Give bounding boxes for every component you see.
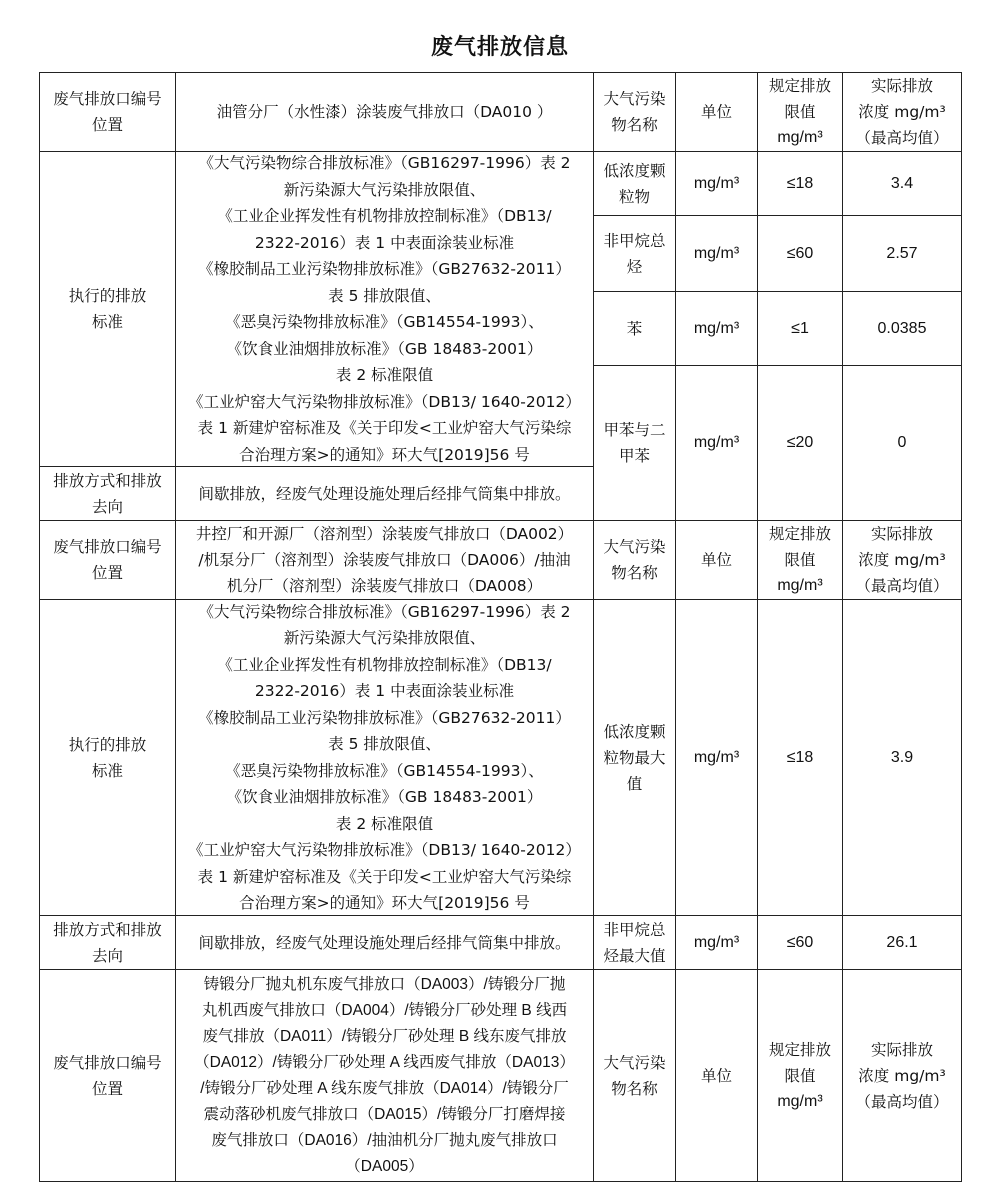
s1-row3-actual-text: 0.0385	[877, 319, 927, 337]
s2-row1-unit-text: mg/m³	[693, 748, 740, 766]
s2-row2-actual	[842, 915, 962, 970]
s2-standard-line-11: 表 1 新建炉窑标准及《关于印发<工业炉窑大气污染综	[197, 867, 572, 886]
s1-outlet-label-text: 废气排放口编号位置	[53, 90, 162, 134]
s2-header-pollutant	[593, 520, 676, 600]
s2-row2-pollutant	[593, 915, 676, 970]
s3-header-actual-l1: 实际排放	[870, 1040, 933, 1059]
s1-standard-line-4: 2322-2016）表 1 中表面涂装业标准	[254, 233, 515, 252]
s1-row1-limit-text: ≤18	[786, 174, 814, 192]
s2-standard-line-9: 表 2 标准限值	[335, 814, 434, 833]
s2-row1-pollutant	[593, 599, 676, 916]
s1-method-value	[175, 466, 594, 521]
s1-row4-pollutant-text: 甲苯与二甲苯	[603, 421, 666, 465]
s1-row4-limit-text: ≤20	[786, 434, 814, 451]
s2-row2-pollutant-text: 非甲烷总烃最大值	[603, 920, 666, 965]
s2-method-label	[39, 915, 176, 970]
s1-header-limit-l1: 规定排放	[768, 77, 831, 95]
s2-method-value-text: 间歇排放，经废气处理设施处理后经排气筒集中排放。	[198, 933, 571, 952]
s2-header-limit	[757, 520, 843, 600]
s1-standard-label-text: 执行的排放标准	[68, 287, 147, 331]
s1-header-actual-l3: （最高均值）	[855, 129, 949, 147]
s1-standard-line-8: 《饮食业油烟排放标准》（GB 18483-2001）	[226, 339, 543, 358]
s1-row2-limit-text: ≤60	[786, 244, 814, 262]
s3-outlet-label	[39, 969, 176, 1182]
s2-outlet-line-3: 机分厂（溶剂型）涂装废气排放口（DA008）	[226, 577, 543, 595]
s2-standard-line-3: 《工业企业挥发性有机物排放控制标准》（DB13/	[217, 655, 552, 674]
s3-header-limit-l2: 限值	[784, 1066, 816, 1085]
s3-outlet-line-1: 铸锻分厂抛丸机东废气排放口（DA003）/铸锻分厂抛	[203, 975, 566, 993]
s1-row1-unit-text: mg/m³	[693, 174, 740, 192]
s1-row4-pollutant	[593, 365, 676, 521]
s2-outlet-label-text: 废气排放口编号位置	[53, 538, 162, 582]
s1-outlet-value-text: 油管分厂（水性漆）涂装废气排放口（DA010 ）	[216, 103, 553, 121]
s1-standard-value	[175, 151, 594, 467]
s1-method-label	[39, 466, 176, 521]
s2-row1-limit-text: ≤18	[786, 748, 814, 766]
s2-header-pollutant-text: 大气污染物名称	[603, 538, 666, 582]
s1-row3-limit-text: ≤1	[791, 319, 809, 337]
s1-header-unit	[675, 72, 758, 152]
s2-header-unit-text: 单位	[700, 551, 732, 569]
s3-outlet-label-text: 废气排放口编号位置	[53, 1053, 162, 1098]
s2-standard-line-7: 《恶臭污染物排放标准》（GB14554-1993）、	[225, 761, 544, 780]
s2-header-limit-l2: 限值	[784, 551, 816, 569]
s3-header-actual	[842, 969, 962, 1182]
s3-header-limit-l1: 规定排放	[768, 1040, 831, 1059]
s1-row3-limit	[757, 291, 843, 366]
s3-outlet-value	[175, 969, 594, 1182]
s3-outlet-line-4: （DA012）/铸锻分厂砂处理 A 线西废气排放（DA013）	[194, 1053, 575, 1071]
s2-row1-limit	[757, 599, 843, 916]
s1-standard-line-11: 表 1 新建炉窑标准及《关于印发<工业炉窑大气污染综	[197, 419, 572, 437]
s1-header-limit	[757, 72, 843, 152]
s1-standard-line-1: 《大气污染物综合排放标准》（GB16297-1996）表 2	[198, 154, 571, 172]
s1-row3-pollutant	[593, 291, 676, 366]
s2-standard-label	[39, 599, 176, 916]
s2-header-actual-l2: 浓度 mg/m³	[858, 551, 946, 569]
s3-outlet-line-6: 震动落砂机废气排放口（DA015）/铸锻分厂打磨焊接	[203, 1105, 566, 1123]
s1-standard-line-2: 新污染源大气污染排放限值、	[283, 180, 486, 199]
s2-outlet-value	[175, 520, 594, 600]
s1-header-pollutant-text: 大气污染物名称	[603, 90, 666, 134]
s2-standard-line-6: 表 5 排放限值、	[328, 735, 441, 753]
s3-header-limit	[757, 969, 843, 1182]
s1-method-label-text: 排放方式和排放去向	[53, 471, 162, 516]
s1-row1-unit	[675, 151, 758, 216]
s1-row1-actual	[842, 151, 962, 216]
s2-standard-value	[175, 599, 594, 916]
s1-standard-line-12: 合治理方案>的通知》环大气[2019]56 号	[239, 445, 530, 464]
s1-row2-actual-text: 2.57	[886, 244, 918, 262]
s1-row2-unit	[675, 215, 758, 292]
s3-outlet-line-5: /铸锻分厂砂处理 A 线东废气排放（DA014）/铸锻分厂	[200, 1079, 569, 1097]
s1-row2-actual	[842, 215, 962, 292]
s1-standard-line-10: 《工业炉窑大气污染物排放标准》（DB13/ 1640-2012）	[188, 392, 581, 411]
s2-row2-limit-text: ≤60	[786, 933, 814, 951]
s3-header-actual-l3: （最高均值）	[855, 1092, 949, 1111]
s2-standard-line-10: 《工业炉窑大气污染物排放标准》（DB13/ 1640-2012）	[188, 841, 581, 859]
s2-row1-pollutant-text: 低浓度颗粒物最大值	[603, 722, 666, 793]
s2-method-label-text: 排放方式和排放去向	[53, 920, 162, 965]
s1-header-actual	[842, 72, 962, 152]
page-title: 废气排放信息	[430, 35, 569, 60]
s2-standard-label-text: 执行的排放标准	[68, 735, 147, 780]
s1-row1-pollutant-text: 低浓度颗粒物	[603, 161, 666, 206]
s1-header-limit-l2: 限值	[784, 103, 816, 121]
s2-header-actual-l3: （最高均值）	[855, 577, 949, 595]
s1-header-actual-l2: 浓度 mg/m³	[858, 103, 946, 121]
s1-outlet-label	[39, 72, 176, 152]
s1-row4-limit	[757, 365, 843, 521]
s1-row4-unit-text: mg/m³	[693, 434, 740, 451]
s2-standard-line-2: 新污染源大气污染排放限值、	[283, 629, 486, 647]
s1-row4-actual	[842, 365, 962, 521]
s2-row2-unit-text: mg/m³	[693, 933, 740, 951]
s1-standard-line-6: 表 5 排放限值、	[328, 286, 441, 305]
s3-outlet-line-2: 丸机西废气排放口（DA004）/铸锻分厂砂处理 B 线西	[201, 1001, 568, 1019]
s1-standard-line-9: 表 2 标准限值	[335, 366, 434, 384]
s1-row4-actual-text: 0	[897, 434, 907, 451]
s1-row4-unit	[675, 365, 758, 521]
s1-row2-pollutant-text: 非甲烷总烃	[603, 231, 666, 276]
s3-header-actual-l2: 浓度 mg/m³	[858, 1066, 946, 1085]
s2-header-actual-l1: 实际排放	[870, 525, 933, 543]
s1-standard-line-3: 《工业企业挥发性有机物排放控制标准》（DB13/	[217, 207, 552, 225]
s1-header-pollutant	[593, 72, 676, 152]
s1-row3-actual	[842, 291, 962, 366]
s1-row1-actual-text: 3.4	[890, 174, 914, 192]
s2-row2-actual-text: 26.1	[886, 933, 918, 951]
s2-header-actual	[842, 520, 962, 600]
s2-standard-line-8: 《饮食业油烟排放标准》（GB 18483-2001）	[226, 788, 543, 806]
s1-header-limit-l3: mg/m³	[777, 129, 823, 146]
s2-standard-line-4: 2322-2016）表 1 中表面涂装业标准	[254, 682, 515, 700]
s1-row1-pollutant	[593, 151, 676, 216]
s2-row2-limit	[757, 915, 843, 970]
s3-header-unit-text: 单位	[700, 1066, 732, 1085]
s1-row3-unit	[675, 291, 758, 366]
s2-row1-actual	[842, 599, 962, 916]
s2-header-unit	[675, 520, 758, 600]
s1-row2-pollutant	[593, 215, 676, 292]
s3-outlet-line-8: （DA005）	[345, 1157, 424, 1175]
s3-header-limit-l3: mg/m³	[777, 1092, 823, 1110]
s1-header-actual-l1: 实际排放	[870, 77, 933, 95]
s2-standard-line-1: 《大气污染物综合排放标准》（GB16297-1996）表 2	[198, 602, 571, 621]
s1-row1-limit	[757, 151, 843, 216]
s2-method-value	[175, 915, 594, 970]
s3-outlet-line-7: 废气排放口（DA016）/抽油机分厂抛丸废气排放口	[211, 1131, 558, 1149]
s1-row3-pollutant-text: 苯	[626, 319, 643, 338]
s3-header-pollutant	[593, 969, 676, 1182]
s1-standard-label	[39, 151, 176, 467]
s3-header-pollutant-text: 大气污染物名称	[603, 1053, 666, 1098]
s2-header-limit-l1: 规定排放	[768, 525, 831, 543]
s1-row2-unit-text: mg/m³	[693, 244, 740, 262]
s2-row1-actual-text: 3.9	[890, 748, 914, 766]
s1-standard-line-7: 《恶臭污染物排放标准》（GB14554-1993）、	[225, 313, 544, 331]
s3-header-unit	[675, 969, 758, 1182]
s1-row2-limit	[757, 215, 843, 292]
s2-outlet-line-1: 井控厂和开源厂（溶剂型）涂装废气排放口（DA002）	[195, 525, 574, 543]
s2-standard-line-12: 合治理方案>的通知》环大气[2019]56 号	[239, 894, 530, 912]
s1-row3-unit-text: mg/m³	[693, 319, 740, 337]
s2-standard-line-5: 《橡胶制品工业污染物排放标准》（GB27632-2011）	[198, 708, 571, 727]
s2-outlet-label	[39, 520, 176, 600]
s1-standard-line-5: 《橡胶制品工业污染物排放标准》（GB27632-2011）	[198, 260, 571, 278]
s2-row2-unit	[675, 915, 758, 970]
s1-method-value-text: 间歇排放，经废气处理设施处理后经排气筒集中排放。	[198, 484, 571, 503]
s2-outlet-line-2: /机泵分厂（溶剂型）涂装废气排放口（DA006）/抽油	[198, 551, 571, 569]
s3-outlet-line-3: 废气排放（DA011）/铸锻分厂砂处理 B 线东废气排放	[202, 1027, 567, 1045]
s1-outlet-value	[175, 72, 594, 152]
s2-header-limit-l3: mg/m³	[777, 577, 823, 594]
s2-row1-unit	[675, 599, 758, 916]
s1-header-unit-text: 单位	[700, 103, 732, 121]
